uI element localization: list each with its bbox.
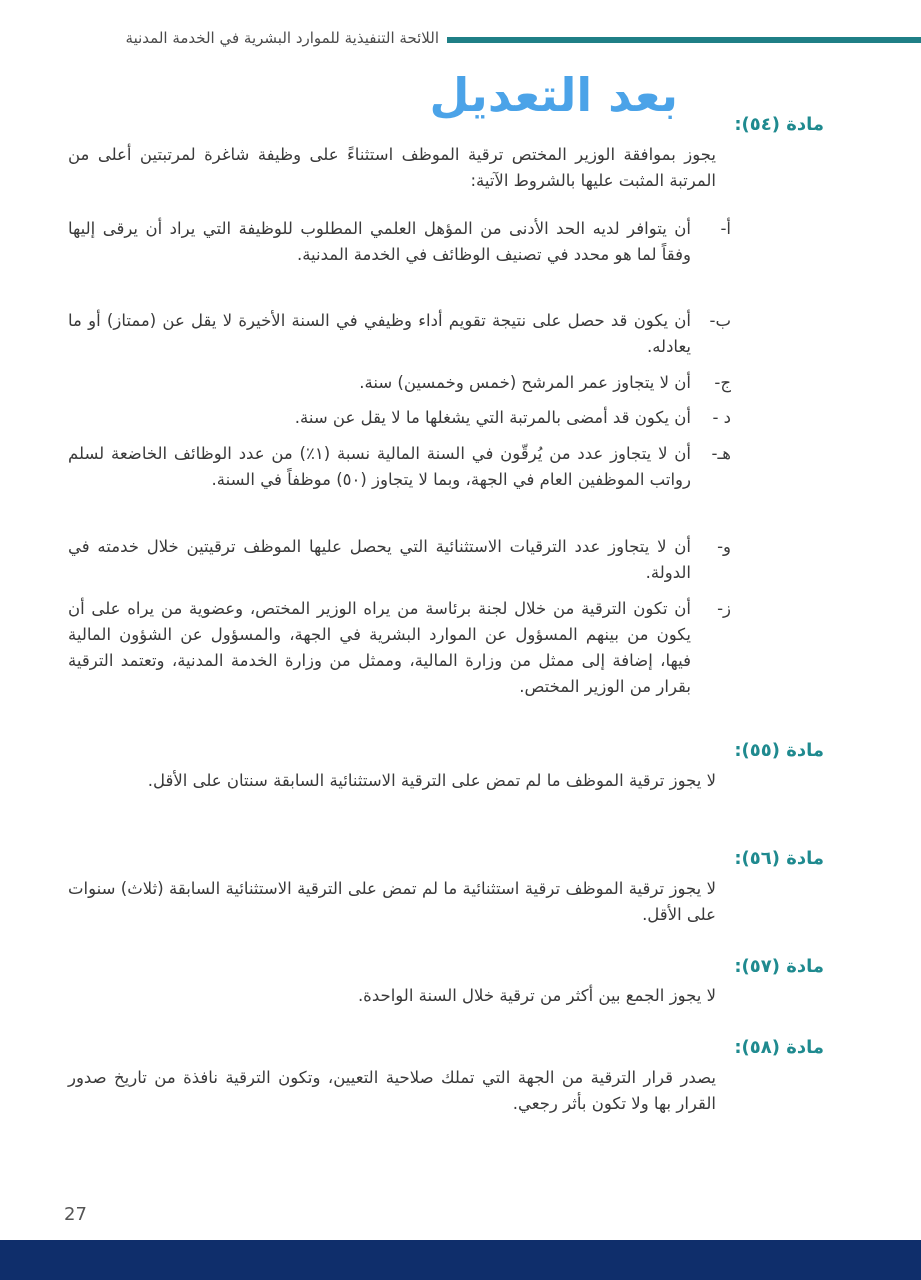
clause-text: أن لا يتجاوز عدد من يُرقّون في السنة المالية نسبة (١٪) من عدد الوظائف الخاضعة لسلم رواتب الموظفين العام في الجهة، وبما لا يتجاوز (٥٠) موظفاً في السنة. bbox=[68, 444, 691, 489]
clause-f bbox=[68, 534, 731, 586]
article-56-heading: مادة (٥٦): bbox=[734, 848, 824, 869]
clause-d bbox=[68, 405, 731, 431]
clause-b bbox=[68, 308, 731, 360]
clause-text: أن تكون الترقية من خلال لجنة برئاسة من يراه الوزير المختص، وعضوية من يراه على أن يكون من بينهم المسؤول عن الموارد البشرية في الجهة، والمسؤول عن الشؤون المالية فيها، إضافة إلى ممثل من وزارة المالية، وممثل من وزارة الخدمة المدنية، وتعتمد الترقية بقرار من الوزير المختص. bbox=[68, 599, 691, 696]
clause-text: أن لا يتجاوز عدد الترقيات الاستثنائية التي يحصل عليها الموظف ترقيتين خلال خدمته في الدولة. bbox=[68, 537, 691, 582]
clause-text: أن يكون قد حصل على نتيجة تقويم أداء وظيفي في السنة الأخيرة لا يقل عن (ممتاز) أو ما يعادله. bbox=[68, 311, 691, 356]
clause-letter: ب- bbox=[709, 311, 731, 330]
clause-letter: ج- bbox=[714, 373, 731, 392]
clause-letter: ز- bbox=[717, 599, 731, 618]
clause-text: أن يتوافر لديه الحد الأدنى من المؤهل العلمي المطلوب للوظيفة التي يراد أن يرقى إليها وفقاً لما هو محدد في تصنيف الوظائف في الخدمة المدنية. bbox=[68, 219, 691, 264]
clause-letter: هـ- bbox=[711, 444, 731, 463]
article-58-body: يصدر قرار الترقية من الجهة التي تملك صلاحية التعيين، وتكون الترقية نافذة من تاريخ صدور القرار بها ولا تكون بأثر رجعي. bbox=[68, 1068, 716, 1113]
footer-bar bbox=[0, 1240, 921, 1280]
clause-g bbox=[68, 596, 731, 700]
clause-text: أن لا يتجاوز عمر المرشح (خمس وخمسين) سنة. bbox=[359, 373, 691, 392]
clause-letter: د - bbox=[712, 408, 731, 427]
article-55-body: لا يجوز ترقية الموظف ما لم تمض على الترقية الاستثنائية السابقة سنتان على الأقل. bbox=[147, 771, 716, 790]
header-rule bbox=[447, 37, 921, 43]
clause-e bbox=[68, 441, 731, 493]
clause-a bbox=[68, 216, 731, 268]
clause-c bbox=[68, 370, 731, 396]
article-58-heading: مادة (٥٨): bbox=[734, 1037, 824, 1058]
article-54-heading: مادة (٥٤): bbox=[734, 114, 824, 135]
article-56-body: لا يجوز ترقية الموظف ترقية استثنائية ما لم تمض على الترقية الاستثنائية السابقة (ثلاث) سنوات على الأقل. bbox=[68, 879, 716, 924]
page-number: 27 bbox=[64, 1204, 87, 1225]
clause-letter: أ- bbox=[720, 219, 731, 238]
amendment-stamp: بعد التعديل bbox=[429, 68, 678, 122]
article-55-heading: مادة (٥٥): bbox=[734, 740, 824, 761]
article-54-intro: يجوز بموافقة الوزير المختص ترقية الموظف استثناءً على وظيفة شاغرة لمرتبتين أعلى من المرتبة المثبت عليها بالشروط الآتية: bbox=[68, 145, 716, 190]
clause-letter: و- bbox=[717, 537, 731, 556]
article-57-body: لا يجوز الجمع بين أكثر من ترقية خلال السنة الواحدة. bbox=[357, 986, 716, 1005]
clause-text: أن يكون قد أمضى بالمرتبة التي يشغلها ما لا يقل عن سنة. bbox=[294, 408, 691, 427]
article-57-heading: مادة (٥٧): bbox=[734, 956, 824, 977]
document-header-title: اللائحة التنفيذية للموارد البشرية في الخدمة المدنية bbox=[125, 29, 439, 47]
